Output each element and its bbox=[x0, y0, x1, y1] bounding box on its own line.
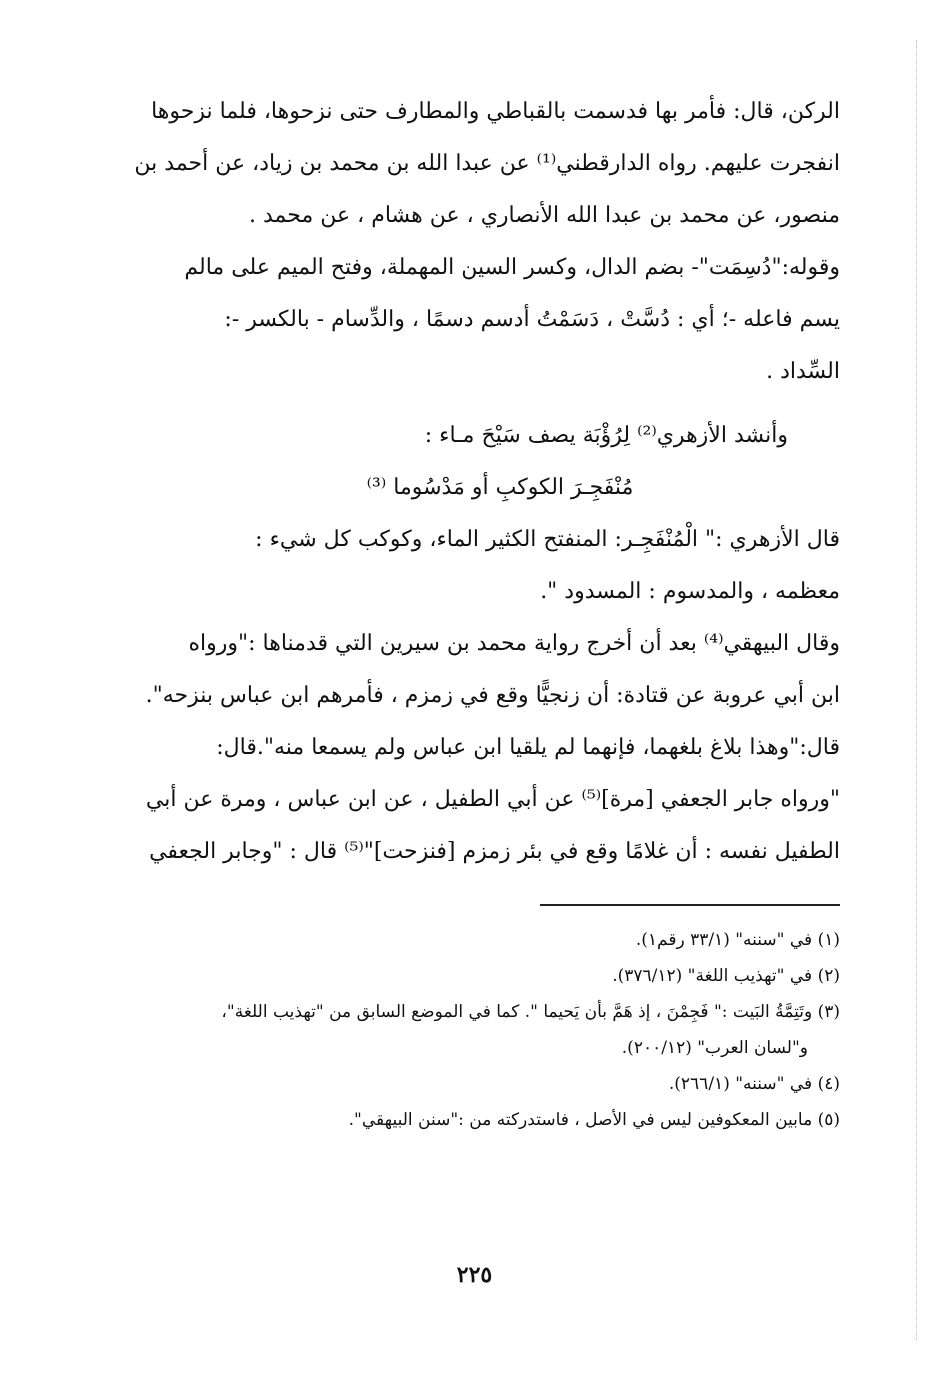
footnote-1: (١) في "سننه" (٣٣/١ رقم١). bbox=[635, 930, 840, 950]
text-line: السِّداد . bbox=[766, 359, 840, 384]
footnote-separator bbox=[540, 904, 840, 906]
text-line: الركن، قال: فأمر بها فدسمت بالقباطي والمطارف حتى نزحوها، فلما نزحوها bbox=[151, 99, 840, 124]
verse-line: مُنْفَجِـرَ الكوكبِ أو مَدْسُوما ⁽³⁾ bbox=[366, 475, 634, 500]
text-line: انفجرت عليهم. رواه الدارقطني⁽¹⁾ عن عبدا الله بن محمد بن زياد، عن أحمد بن bbox=[134, 151, 840, 176]
text-line: ابن أبي عروبة عن قتادة: أن زنجيًّا وقع في زمزم ، فأمرهم ابن عباس بنزحه". bbox=[145, 683, 840, 708]
text-line: قال:"وهذا بلاغ بلغهما، فإنهما لم يلقيا ابن عباس ولم يسمعا منه".قال: bbox=[216, 735, 840, 760]
text-line: "ورواه جابر الجعفي [مرة]⁽⁵⁾ عن أبي الطفيل ، عن ابن عباس ، ومرة عن أبي bbox=[145, 787, 840, 812]
footnote-2: (٢) في "تهذيب اللغة" (٣٧٦/١٢). bbox=[612, 966, 840, 986]
footnote-4: (٤) في "سننه" (٢٦٦/١). bbox=[668, 1074, 840, 1094]
footnote-3-continued: و"لسان العرب" (٢٠٠/١٢). bbox=[621, 1038, 808, 1058]
text-line: يسم فاعله -؛ أي : دُسَّتْ ، دَسَمْتُ أدسم دسمًا ، والدِّسام - بالكسر -: bbox=[224, 307, 840, 332]
verse-block bbox=[200, 410, 800, 514]
text-line: الطفيل نفسه : أن غلامًا وقع في بئر زمزم [فنزحت]"⁽⁵⁾ قال : "وجابر الجعفي bbox=[149, 839, 840, 864]
text-line: وقوله:"دُسِمَت"- بضم الدال، وكسر السين المهملة، وفتح الميم على مالم bbox=[184, 255, 840, 280]
footnote-5: (٥) مابين المعكوفين ليس في الأصل ، فاستدركته من :"سنن البيهقي". bbox=[348, 1110, 840, 1130]
main-text-block-b bbox=[125, 514, 840, 878]
text-line: منصور، عن محمد بن عبدا الله الأنصاري ، عن هشام ، عن محمد . bbox=[249, 203, 840, 228]
text-line: وقال البيهقي⁽⁴⁾ بعد أن أخرج رواية محمد بن سيرين التي قدمناها :"ورواه bbox=[188, 631, 840, 656]
footnote-3: (٣) وتَتِمَّةُ البَيت :" فَجِمْنَ ، إذ هَمَّ بأن يَحيما ". كما في الموضع السابق من "تهذيب اللغة"، bbox=[221, 1002, 840, 1022]
page-number: ٢٢٥ bbox=[456, 1262, 493, 1288]
text-line: قال الأزهري :" الْمُنْفَجِـر: المنفتح الكثير الماء، وكوكب كل شيء : bbox=[255, 527, 840, 552]
footnotes-block bbox=[150, 922, 840, 1138]
verse-intro: وأنشد الأزهري⁽²⁾ لِرُؤْبَة يصف سَيْحَ مـاء : bbox=[424, 423, 788, 448]
main-text-block-a bbox=[125, 86, 840, 398]
page-edge-mark bbox=[916, 40, 917, 1340]
text-line: معظمه ، والمدسوم : المسدود ". bbox=[540, 579, 840, 604]
